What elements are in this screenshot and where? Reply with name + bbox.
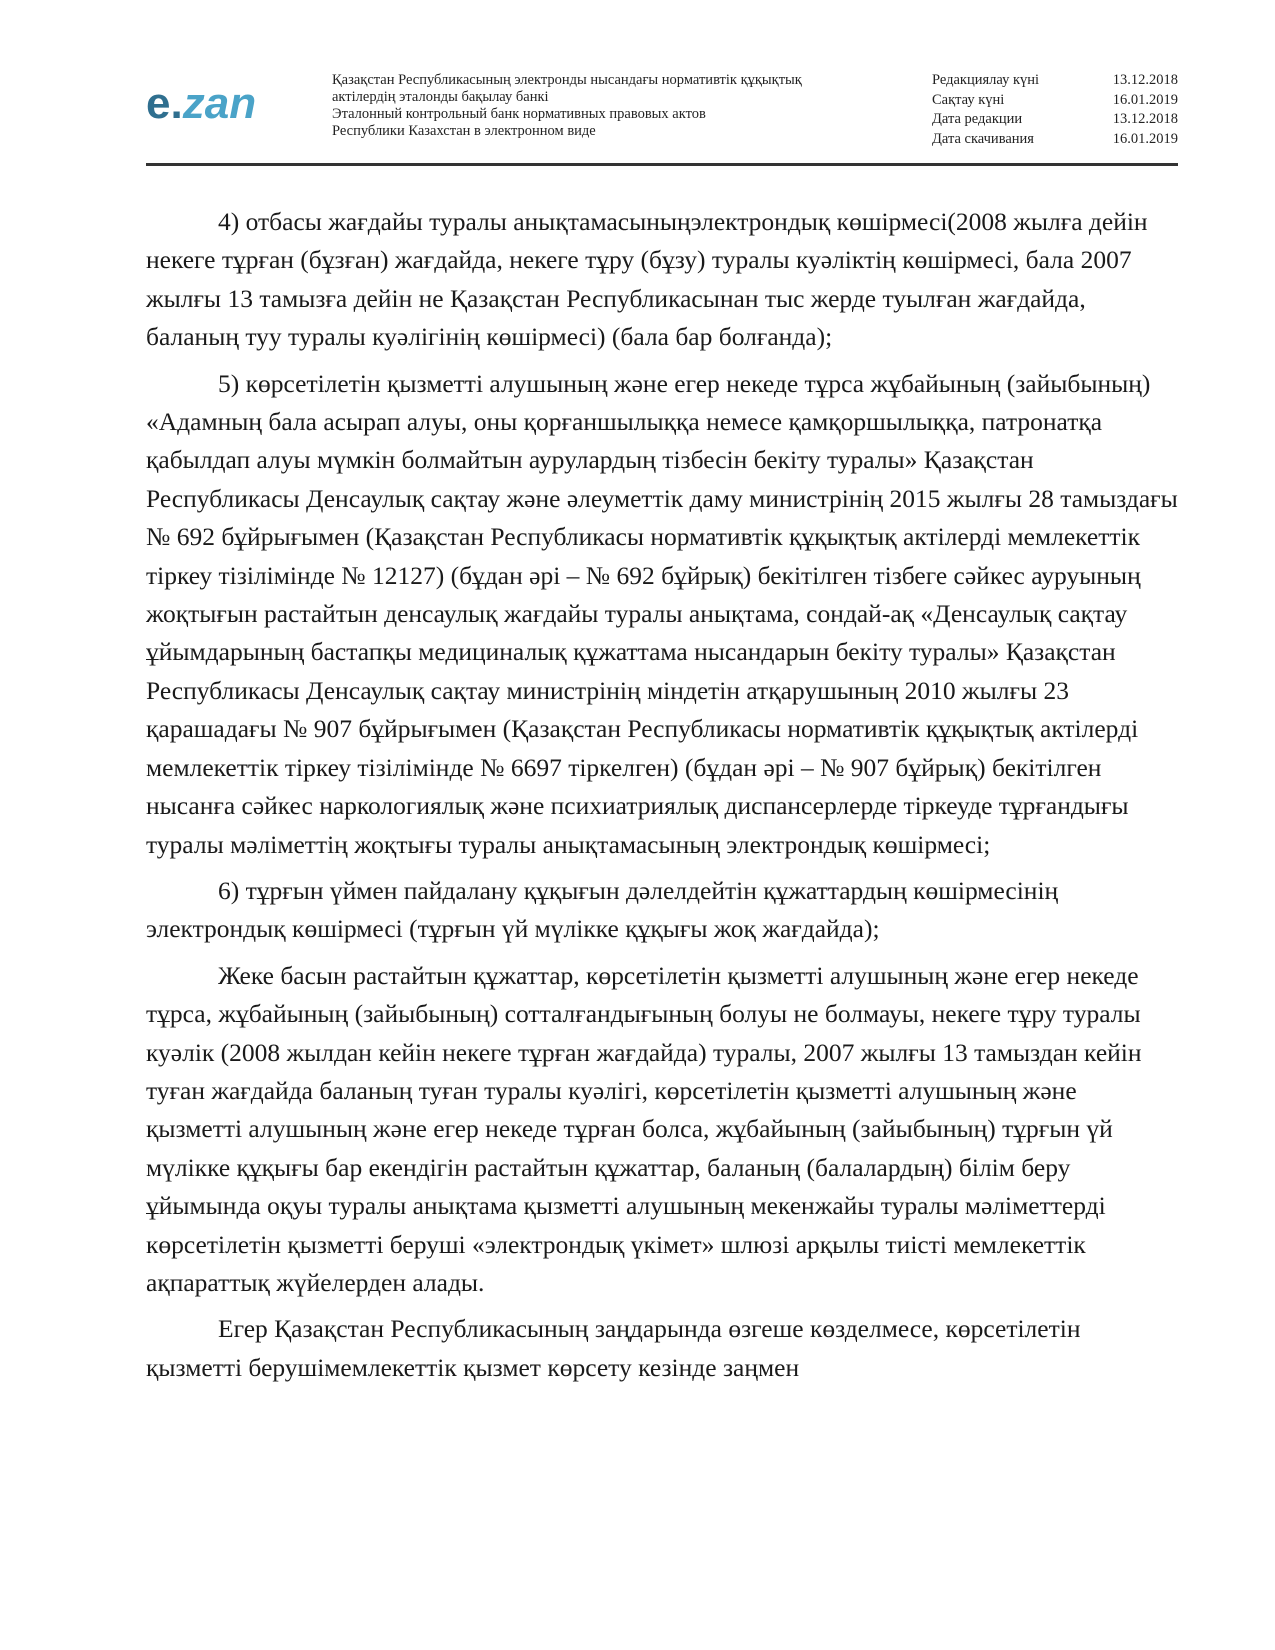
- meta-row-edit-date-ru: [932, 110, 1178, 130]
- org-line: Қазақстан Республикасының электронды нысандағы нормативтік құқықтық: [332, 72, 802, 88]
- organization-title: [332, 72, 892, 140]
- paragraph-unless-provided: Егер Қазақстан Республикасының заңдарында өзгеше көзделмесе, көрсетілетін қызметті берушімемлекеттік қызмет көрсету кезінде заңмен: [146, 1314, 1081, 1382]
- document-body: [146, 203, 1178, 1395]
- meta-row-edit-date-kk: [932, 71, 1178, 91]
- meta-value: 16.01.2019: [1112, 130, 1178, 147]
- meta-value: 16.01.2019: [1112, 91, 1178, 108]
- meta-row-download-date-ru: [932, 130, 1178, 150]
- document-dates: [932, 71, 1178, 149]
- org-line: Республики Казахстан в электронном виде: [332, 123, 596, 139]
- meta-value: 13.12.2018: [1112, 111, 1178, 127]
- document-header: [146, 64, 1178, 164]
- meta-label: Дата скачивания: [932, 130, 1034, 147]
- meta-label: Дата редакции: [932, 111, 1023, 127]
- org-line: Эталонный контрольный банк нормативных правовых актов: [332, 106, 706, 122]
- paragraph-identity-documents: Жеке басын растайтын құжаттар, көрсетілетін қызметті алушының және егер некеде тұрса, жұбайының (зайыбының) сотталғандығының болуы не болмауы, некеге тұру туралы куәлік (2008 жылдан кейін некеге тұрған жағдайда) туралы, 2007 жылғы 13 тамыздан кейін туған жағдайда баланың туған туралы куәлігі, көрсетілетін қызметті алушының және қызметті алушының және егер некеде тұрған болса, жұбайының (зайыбының) тұрғын үй мүлікке құқығы бар екендігін растайтын құжаттар, баланың (балалардың) білім беру ұйымында оқуы туралы анықтама қызметті алушының мекенжайы туралы мәліметтерді көрсетілетін қызметті беруші «электрондық үкімет» шлюзі арқылы тиісті мемлекеттік ақпараттық жүйелерден алады.: [146, 960, 1142, 1297]
- paragraph-item-4: 4) отбасы жағдайы туралы анықтамасыныңэлектрондық көшірмесі(2008 жылға дейін некеге тұрған (бұзған) жағдайда, некеге тұру (бұзу) туралы куәліктің көшірмесі, бала 2007 жылғы 13 тамызға дейін не Қазақстан Республикасынан тыс жерде туылған жағдайда, баланың туу туралы куәлігінің көшірмесі) (бала бар болғанда);: [146, 207, 1148, 352]
- org-line: актілердің эталонды бақылау банкі: [332, 89, 549, 105]
- ezan-logo: e.zan: [146, 79, 257, 128]
- paragraph-item-6: 6) тұрғын үймен пайдалану құқығын дәлелдейтін құжаттардың көшірмесінің электрондық көшірмесі (тұрғын үй мүлікке құқығы жоқ жағдайда);: [146, 875, 1059, 944]
- header-divider: [146, 163, 1178, 166]
- meta-value: 13.12.2018: [1112, 72, 1178, 88]
- paragraph-item-5: 5) көрсетілетін қызметті алушының және егер некеде тұрса жұбайының (зайыбының) «Адамның бала асырап алуы, оны қорғаншылыққа немесе қамқоршылыққа, патронатқа қабылдап алуы мүмкін болмайтын аурулардың тізбесін бекіту туралы» Қазақстан Республикасы Денсаулық сақтау және әлеуметтік даму министрінің 2015 жылғы 28 тамыздағы № 692 бұйрығымен (Қазақстан Республикасы нормативтік құқықтық актілерді мемлекеттік тіркеу тізілімінде № 12127) (бұдан әрі – № 692 бұйрық) бекітілген тізбеге сәйкес ауруының жоқтығын растайтын денсаулық жағдайы туралы анықтама, сондай-ақ «Денсаулық сақтау ұйымдарының бастапқы медициналық құжаттама нысандарын бекіту туралы» Қазақстан Республикасы Денсаулық сақтау министрінің міндетін атқарушының 2010 жылғы 23 қарашадағы № 907 бұйрығымен (Қазақстан Республикасы нормативтік құқықтық актілерді мемлекеттік тіркеу тізілімінде № 6697 тіркелген) (бұдан әрі – № 907 бұйрық) бекітілген нысанға сәйкес наркологиялық және психиатриялық диспансерлерде тіркеуде тұрғандығы туралы мәліметтің жоқтығы туралы анықтамасының электрондық көшірмесі;: [146, 368, 1178, 859]
- meta-label: Редакциялау күні: [932, 72, 1040, 88]
- meta-row-save-date-kk: [932, 91, 1178, 111]
- meta-label: Сақтау күні: [932, 91, 1005, 108]
